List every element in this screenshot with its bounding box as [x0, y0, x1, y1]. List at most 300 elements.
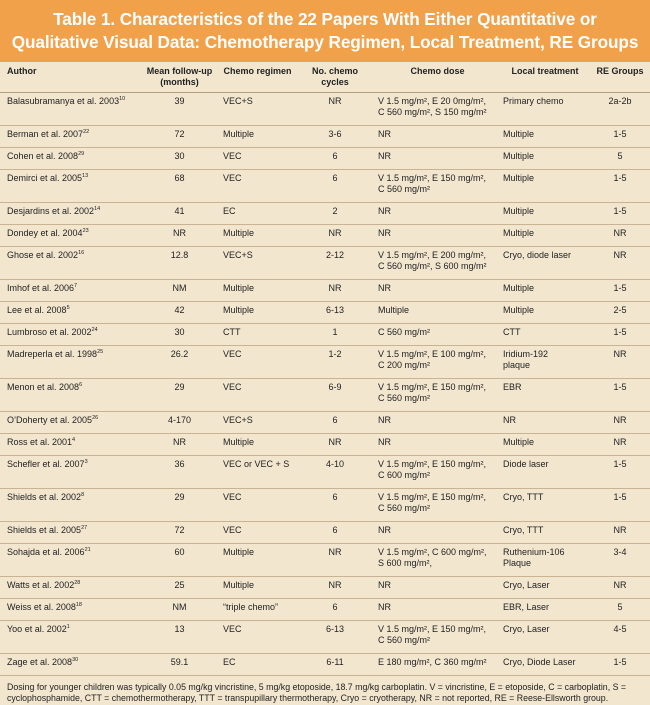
cell-cycles — [295, 598, 375, 620]
table-header-row — [0, 62, 650, 92]
cell-dose — [375, 345, 500, 378]
cell-followup — [139, 598, 220, 620]
cell-followup — [139, 202, 220, 224]
cell-local-treatment — [500, 576, 590, 598]
dose-line: V 1.5 mg/m², C 600 mg/m², — [378, 546, 487, 557]
reference-number: 27 — [81, 524, 88, 531]
cell-dose — [375, 411, 500, 433]
cell-dose — [375, 323, 500, 345]
reference-number: 13 — [82, 172, 89, 179]
author-name: Berman et al. 2007 — [7, 128, 84, 139]
followup-value: 42 — [174, 304, 185, 315]
followup-value: 4-170 — [167, 414, 192, 425]
cell-regimen — [220, 455, 295, 488]
followup-value: 59.1 — [170, 656, 189, 667]
re-group-value: 1-5 — [613, 656, 627, 667]
regimen-value: VEC — [223, 381, 242, 392]
cell-local-treatment — [500, 147, 590, 169]
cell-author — [0, 147, 139, 169]
cell-cycles — [295, 488, 375, 521]
author-name: Cohen et al. 2008 — [7, 150, 79, 161]
local-treatment-line: Iridium-192 — [503, 348, 549, 359]
author-name: Schefler et al. 2007 — [7, 458, 85, 469]
cell-followup — [139, 576, 220, 598]
regimen-value: VEC+S — [223, 95, 253, 106]
reference-number: 6 — [79, 381, 83, 388]
regimen-value: VEC+S — [223, 249, 253, 260]
dose-line: E 180 mg/m², C 360 mg/m² — [378, 656, 487, 667]
table-title-line-1: Table 1. Characteristics of the 22 Papers With Either Quantitative or — [53, 9, 597, 29]
cell-regimen — [220, 279, 295, 301]
cell-followup — [139, 246, 220, 279]
cell-author — [0, 246, 139, 279]
cell-regimen — [220, 125, 295, 147]
cycles-value: 6 — [332, 524, 338, 535]
cell-re-group — [590, 433, 650, 455]
cell-followup — [139, 653, 220, 675]
reference-number: 14 — [94, 205, 101, 212]
author-name: Zage et al. 2008 — [7, 656, 73, 667]
followup-value: 29 — [174, 381, 185, 392]
cycles-value: NR — [328, 436, 342, 447]
header-dose: Chemo dose — [375, 62, 500, 92]
author-name: Demirci et al. 2005 — [7, 172, 83, 183]
cell-dose — [375, 147, 500, 169]
cell-re-group — [590, 202, 650, 224]
header-author: Author — [0, 62, 139, 92]
cycles-value: 6-13 — [325, 304, 344, 315]
followup-value: 36 — [174, 458, 185, 469]
table-row — [0, 224, 650, 246]
reference-number: 16 — [78, 249, 85, 256]
cell-re-group — [590, 620, 650, 653]
table-row — [0, 125, 650, 147]
local-treatment-line: Plaque — [503, 557, 532, 568]
cell-author — [0, 620, 139, 653]
cell-author — [0, 224, 139, 246]
reference-number: 4 — [72, 436, 76, 443]
local-treatment-line: Ruthenium-106 — [503, 546, 565, 557]
cell-followup — [139, 279, 220, 301]
regimen-value: VEC — [223, 150, 242, 161]
cell-local-treatment — [500, 125, 590, 147]
cycles-value: 6-13 — [325, 623, 344, 634]
cell-re-group — [590, 521, 650, 543]
local-treatment-line: Multiple — [503, 172, 535, 183]
followup-value: NM — [172, 282, 187, 293]
cell-cycles — [295, 411, 375, 433]
table-row — [0, 92, 650, 125]
cell-regimen — [220, 433, 295, 455]
regimen-value: EC — [223, 656, 236, 667]
local-treatment-line: NR — [503, 414, 516, 425]
dose-line: C 600 mg/m² — [378, 469, 431, 480]
cell-cycles — [295, 147, 375, 169]
regimen-value: Multiple — [223, 282, 255, 293]
dose-line: C 560 mg/m² — [378, 502, 431, 513]
local-treatment-line: EBR, Laser — [503, 601, 550, 612]
reference-number: 3 — [84, 458, 88, 465]
dose-line: V 1.5 mg/m², E 150 mg/m², — [378, 172, 487, 183]
dose-line: NR — [378, 436, 391, 447]
cell-local-treatment — [500, 169, 590, 202]
reference-number: 25 — [97, 348, 104, 355]
cell-followup — [139, 125, 220, 147]
cell-followup — [139, 411, 220, 433]
cell-local-treatment — [500, 224, 590, 246]
cycles-value: 3-6 — [328, 128, 342, 139]
cycles-value: 1 — [332, 326, 338, 337]
cell-cycles — [295, 92, 375, 125]
cell-cycles — [295, 246, 375, 279]
dose-line: NR — [378, 150, 391, 161]
author-name: Weiss et al. 2008 — [7, 601, 76, 612]
local-treatment-line: Cryo, diode laser — [503, 249, 572, 260]
followup-value: 30 — [174, 150, 185, 161]
followup-value: 72 — [174, 524, 185, 535]
cycles-value: 6 — [332, 172, 338, 183]
cell-followup — [139, 433, 220, 455]
regimen-value: VEC — [223, 623, 242, 634]
cell-dose — [375, 125, 500, 147]
cell-dose — [375, 598, 500, 620]
dose-line: C 560 mg/m², S 600 mg/m² — [378, 260, 487, 271]
local-treatment-line: Multiple — [503, 205, 535, 216]
followup-value: 68 — [174, 172, 185, 183]
followup-value: 29 — [174, 491, 185, 502]
regimen-value: VEC — [223, 524, 242, 535]
cell-re-group — [590, 169, 650, 202]
local-treatment-line: Multiple — [503, 227, 535, 238]
re-group-value: 5 — [617, 150, 623, 161]
dose-line: C 200 mg/m² — [378, 359, 431, 370]
regimen-value: Multiple — [223, 128, 255, 139]
re-group-value: 2-5 — [613, 304, 627, 315]
followup-value: 13 — [174, 623, 185, 634]
dose-line: NR — [378, 282, 391, 293]
re-group-value: NR — [613, 227, 627, 238]
cell-author — [0, 202, 139, 224]
cell-dose — [375, 433, 500, 455]
cell-regimen — [220, 620, 295, 653]
cell-re-group — [590, 598, 650, 620]
cell-cycles — [295, 279, 375, 301]
table-row — [0, 301, 650, 323]
cell-cycles — [295, 378, 375, 411]
cell-dose — [375, 378, 500, 411]
cell-regimen — [220, 653, 295, 675]
cell-dose — [375, 202, 500, 224]
table-row — [0, 620, 650, 653]
cell-regimen — [220, 598, 295, 620]
cell-local-treatment — [500, 433, 590, 455]
cell-author — [0, 576, 139, 598]
dose-line: NR — [378, 414, 391, 425]
local-treatment-line: Diode laser — [503, 458, 549, 469]
dose-line: NR — [378, 579, 391, 590]
cell-dose — [375, 521, 500, 543]
cell-regimen — [220, 521, 295, 543]
local-treatment-line: EBR — [503, 381, 522, 392]
cell-dose — [375, 301, 500, 323]
re-group-value: NR — [613, 579, 627, 590]
reference-number: 7 — [74, 282, 78, 289]
local-treatment-line: Cryo, Laser — [503, 623, 550, 634]
followup-value: 26.2 — [170, 348, 189, 359]
cell-author — [0, 433, 139, 455]
cell-re-group — [590, 279, 650, 301]
author-name: Balasubramanya et al. 2003 — [7, 95, 120, 106]
regimen-value: EC — [223, 205, 236, 216]
cell-regimen — [220, 576, 295, 598]
cell-cycles — [295, 576, 375, 598]
table-body — [0, 92, 650, 675]
cell-local-treatment — [500, 323, 590, 345]
table-title — [0, 0, 650, 62]
table-row — [0, 202, 650, 224]
cell-regimen — [220, 246, 295, 279]
author-name: O’Doherty et al. 2005 — [7, 414, 93, 425]
cell-dose — [375, 620, 500, 653]
author-name: Menon et al. 2008 — [7, 381, 80, 392]
cell-re-group — [590, 92, 650, 125]
cell-cycles — [295, 345, 375, 378]
dose-line: V 1.5 mg/m², E 150 mg/m², — [378, 458, 487, 469]
table-footnote: Dosing for younger children was typically 0.05 mg/kg vincristine, 5 mg/kg etoposide, 18.7 mg/kg carboplatin. V = vincristine, E = etoposide, C = carboplatin, S = cyclophosphamide, CTT = chemothermotherapy, TTT = transpupillary thermotherapy, Cryo = cryotherapy, NR = not reported, RE = Reese-Ellsworth group. — [7, 681, 627, 703]
cell-author — [0, 488, 139, 521]
local-treatment-line: CTT — [503, 326, 521, 337]
cell-local-treatment — [500, 411, 590, 433]
cell-followup — [139, 224, 220, 246]
cell-author — [0, 279, 139, 301]
author-name: Madreperla et al. 1998 — [7, 348, 98, 359]
cycles-value: 6 — [332, 601, 338, 612]
reference-number: 26 — [92, 414, 99, 421]
local-treatment-line: Multiple — [503, 128, 535, 139]
cycles-value: 6 — [332, 491, 338, 502]
author-name: Yoo et al. 2002 — [7, 623, 67, 634]
cell-followup — [139, 378, 220, 411]
re-group-value: 1-5 — [613, 381, 627, 392]
cell-dose — [375, 488, 500, 521]
cell-cycles — [295, 202, 375, 224]
table-row — [0, 576, 650, 598]
header-followup: Mean follow-up (months) — [139, 62, 220, 92]
re-group-value: 2a-2b — [608, 95, 632, 106]
cell-author — [0, 521, 139, 543]
cell-cycles — [295, 323, 375, 345]
local-treatment-line: Cryo, TTT — [503, 491, 544, 502]
reference-number: 30 — [72, 656, 79, 663]
cell-dose — [375, 92, 500, 125]
reference-number: 18 — [75, 601, 82, 608]
dose-line: Multiple — [378, 304, 410, 315]
dose-line: C 560 mg/m² — [378, 392, 431, 403]
header-regimen: Chemo regimen — [220, 62, 295, 92]
cell-regimen — [220, 147, 295, 169]
cell-re-group — [590, 147, 650, 169]
dose-line: NR — [378, 227, 391, 238]
cell-cycles — [295, 620, 375, 653]
table-title-line-2: Qualitative Visual Data: Chemotherapy Regimen, Local Treatment, RE Groups — [11, 32, 639, 52]
regimen-value: VEC — [223, 172, 242, 183]
cell-local-treatment — [500, 378, 590, 411]
cell-re-group — [590, 246, 650, 279]
re-group-value: 1-5 — [613, 458, 627, 469]
re-group-value: 1-5 — [613, 326, 627, 337]
cell-dose — [375, 246, 500, 279]
cell-dose — [375, 279, 500, 301]
reference-number: 29 — [78, 150, 85, 157]
cell-local-treatment — [500, 345, 590, 378]
cell-local-treatment — [500, 455, 590, 488]
table-row — [0, 653, 650, 675]
table-row — [0, 521, 650, 543]
cycles-value: NR — [328, 546, 342, 557]
local-treatment-line: Multiple — [503, 436, 535, 447]
followup-value: 30 — [174, 326, 185, 337]
cell-cycles — [295, 653, 375, 675]
cell-re-group — [590, 323, 650, 345]
cell-re-group — [590, 378, 650, 411]
cell-followup — [139, 147, 220, 169]
cell-dose — [375, 543, 500, 576]
table-row — [0, 455, 650, 488]
author-name: Lee et al. 2008 — [7, 304, 67, 315]
regimen-value: Multiple — [223, 304, 255, 315]
cell-author — [0, 411, 139, 433]
author-name: Shields et al. 2002 — [7, 491, 82, 502]
cycles-value: NR — [328, 227, 342, 238]
header-cycles: No. chemo cycles — [295, 62, 375, 92]
author-name: Imhof et al. 2006 — [7, 282, 75, 293]
cell-local-treatment — [500, 246, 590, 279]
table-row — [0, 411, 650, 433]
cycles-value: 6 — [332, 414, 338, 425]
cell-regimen — [220, 323, 295, 345]
reference-number: 23 — [82, 227, 89, 234]
cell-local-treatment — [500, 92, 590, 125]
cell-re-group — [590, 488, 650, 521]
reference-number: 22 — [83, 128, 90, 135]
dose-line: V 1.5 mg/m², E 100 mg/m², — [378, 348, 487, 359]
cell-local-treatment — [500, 620, 590, 653]
dose-line: V 1.5 mg/m², E 20 0mg/m², — [378, 95, 487, 106]
cell-local-treatment — [500, 598, 590, 620]
reference-number: 24 — [91, 326, 98, 333]
cell-regimen — [220, 202, 295, 224]
cell-cycles — [295, 224, 375, 246]
cell-cycles — [295, 301, 375, 323]
cell-re-group — [590, 301, 650, 323]
table-row — [0, 246, 650, 279]
regimen-value: Multiple — [223, 579, 255, 590]
author-name: Dondey et al. 2004 — [7, 227, 83, 238]
cycles-value: NR — [328, 579, 342, 590]
author-name: Ghose et al. 2002 — [7, 249, 79, 260]
cell-followup — [139, 455, 220, 488]
table-row — [0, 323, 650, 345]
reference-number: 8 — [81, 491, 85, 498]
re-group-value: NR — [613, 436, 627, 447]
cell-followup — [139, 543, 220, 576]
cycles-value: 6-9 — [328, 381, 342, 392]
cell-followup — [139, 345, 220, 378]
cell-local-treatment — [500, 301, 590, 323]
re-group-value: 5 — [617, 601, 623, 612]
dose-line: NR — [378, 128, 391, 139]
cell-local-treatment — [500, 543, 590, 576]
characteristics-table — [0, 62, 650, 676]
followup-value: 60 — [174, 546, 185, 557]
cell-dose — [375, 653, 500, 675]
cell-author — [0, 378, 139, 411]
dose-line: V 1.5 mg/m², E 150 mg/m², — [378, 491, 487, 502]
cell-regimen — [220, 488, 295, 521]
cell-re-group — [590, 543, 650, 576]
followup-value: 41 — [174, 205, 185, 216]
re-group-value: NR — [613, 348, 627, 359]
followup-value: NR — [173, 436, 186, 447]
table-row — [0, 488, 650, 521]
table-row — [0, 378, 650, 411]
cell-author — [0, 169, 139, 202]
reference-number: 21 — [84, 546, 91, 553]
dose-line: NR — [378, 524, 391, 535]
author-name: Sohajda et al. 2006 — [7, 546, 85, 557]
regimen-value: Multiple — [223, 546, 255, 557]
table-row — [0, 598, 650, 620]
cycles-value: 4-10 — [325, 458, 344, 469]
cell-local-treatment — [500, 488, 590, 521]
cell-re-group — [590, 576, 650, 598]
cell-re-group — [590, 125, 650, 147]
cell-dose — [375, 576, 500, 598]
table-row — [0, 169, 650, 202]
re-group-value: NR — [613, 524, 627, 535]
cell-dose — [375, 224, 500, 246]
followup-value: 72 — [174, 128, 185, 139]
header-local-treatment: Local treatment — [500, 62, 590, 92]
cell-cycles — [295, 455, 375, 488]
cell-cycles — [295, 543, 375, 576]
followup-value: NM — [172, 601, 187, 612]
table-row — [0, 147, 650, 169]
cell-cycles — [295, 125, 375, 147]
cell-cycles — [295, 169, 375, 202]
followup-value: 12.8 — [170, 249, 189, 260]
regimen-value: “triple chemo” — [223, 601, 279, 612]
cell-author — [0, 345, 139, 378]
cell-regimen — [220, 345, 295, 378]
re-group-value: 1-5 — [613, 282, 627, 293]
re-group-value: 1-5 — [613, 172, 627, 183]
cycles-value: 2-12 — [325, 249, 344, 260]
dose-line: V 1.5 mg/m², E 200 mg/m², — [378, 249, 487, 260]
cell-followup — [139, 301, 220, 323]
cell-author — [0, 125, 139, 147]
local-treatment-line: Cryo, Laser — [503, 579, 550, 590]
re-group-value: 1-5 — [613, 491, 627, 502]
cell-regimen — [220, 301, 295, 323]
regimen-value: VEC — [223, 491, 242, 502]
local-treatment-line: Multiple — [503, 150, 535, 161]
dose-line: C 560 mg/m² — [378, 183, 431, 194]
followup-value: NR — [173, 227, 186, 238]
local-treatment-line: Multiple — [503, 304, 535, 315]
regimen-value: VEC or VEC + S — [223, 458, 290, 469]
author-name: Lumbroso et al. 2002 — [7, 326, 92, 337]
